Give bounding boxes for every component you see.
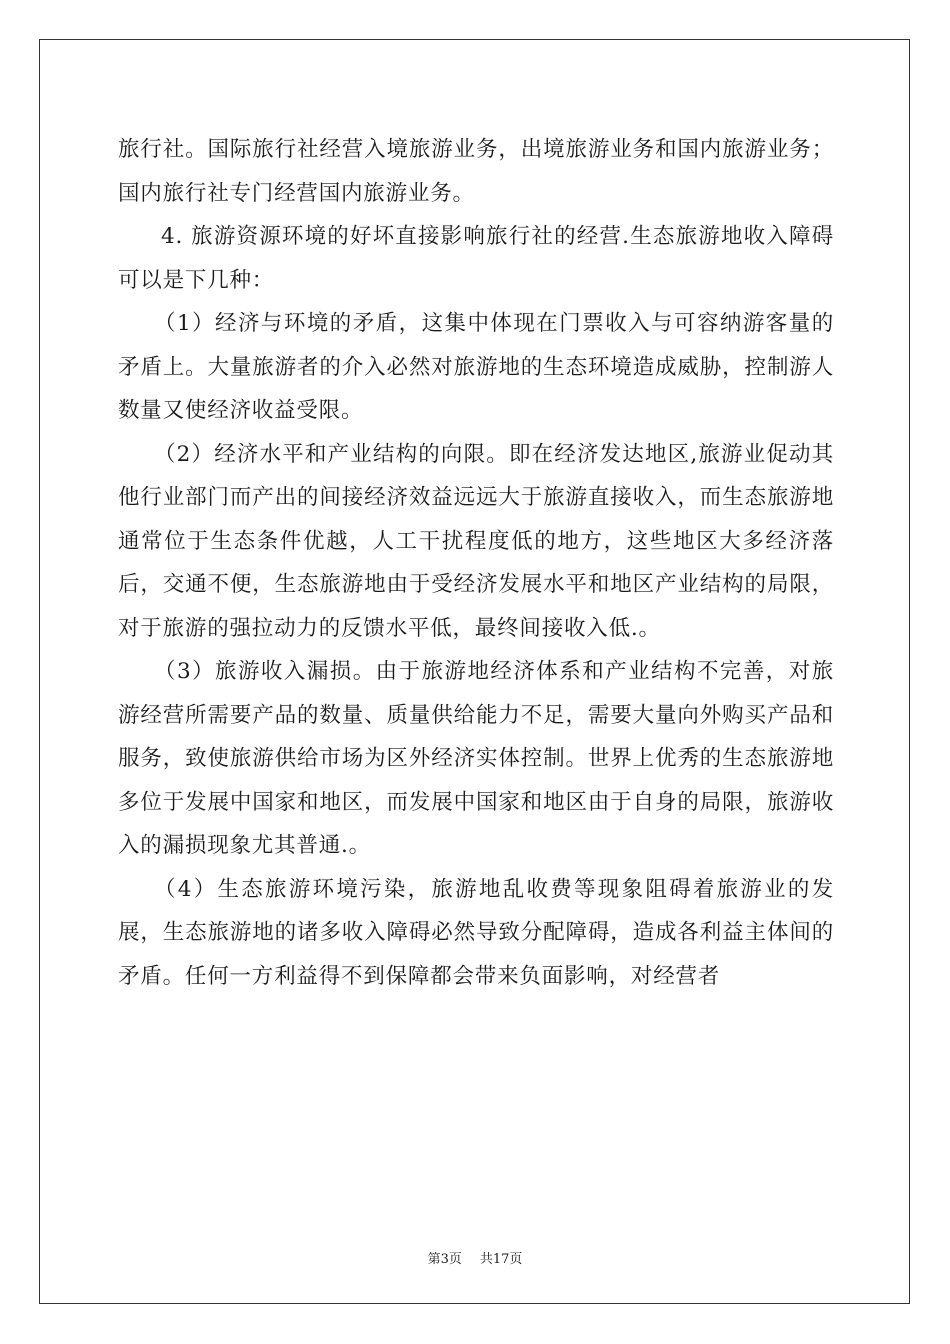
page-footer — [0, 1248, 950, 1267]
page-total: 共17页 — [479, 1252, 523, 1267]
paragraph-point-4: （4）生态旅游环境污染，旅游地乱收费等现象阻碍着旅游业的发展，生态旅游地的诸多收入障碍必然导致分配障碍，造成各利益主体间的矛盾。任何一方利益得不到保障都会带来负面影响，对经营者 — [118, 876, 834, 989]
paragraph-point-1: （1）经济与环境的矛盾，这集中体现在门票收入与可容纳游客量的矛盾上。大量旅游者的介入必然对旅游地的生态环境造成威胁，控制游人数量又使经济收益受限。 — [118, 311, 834, 423]
paragraph-point-2: （2）经济水平和产业结构的向限。即在经济发达地区,旅游业促动其他行业部门而产出的间接经济效益远远大于旅游直接收入，而生态旅游地通常位于生态条件优越，人工干扰程度低的地方，这些地区大多经济落后，交通不便，生态旅游地由于受经济发展水平和地区产业结构的局限，对于旅游的强拉动力的反馈水平低，最终间接收入低.。 — [118, 441, 834, 641]
paragraph-item-4: 4. 旅游资源环境的好坏直接影响旅行社的经营.生态旅游地收入障碍可以是下几种： — [118, 224, 834, 293]
page-number: 第3页 — [427, 1252, 462, 1267]
paragraph-point-3: （3）旅游收入漏损。由于旅游地经济体系和产业结构不完善，对旅游经营所需要产品的数量、质量供给能力不足，需要大量向外购买产品和服务，致使旅游供给市场为区外经济实体控制。世界上优秀的生态旅游地多位于发展中国家和地区，而发展中国家和地区由于自身的局限，旅游收入的漏损现象尤其普通.。 — [118, 659, 834, 858]
paragraph-continuation: 旅行社。国际旅行社经营入境旅游业务，出境旅游业务和国内旅游业务；国内旅行社专门经营国内旅游业务。 — [118, 137, 834, 206]
document-body — [118, 128, 834, 998]
